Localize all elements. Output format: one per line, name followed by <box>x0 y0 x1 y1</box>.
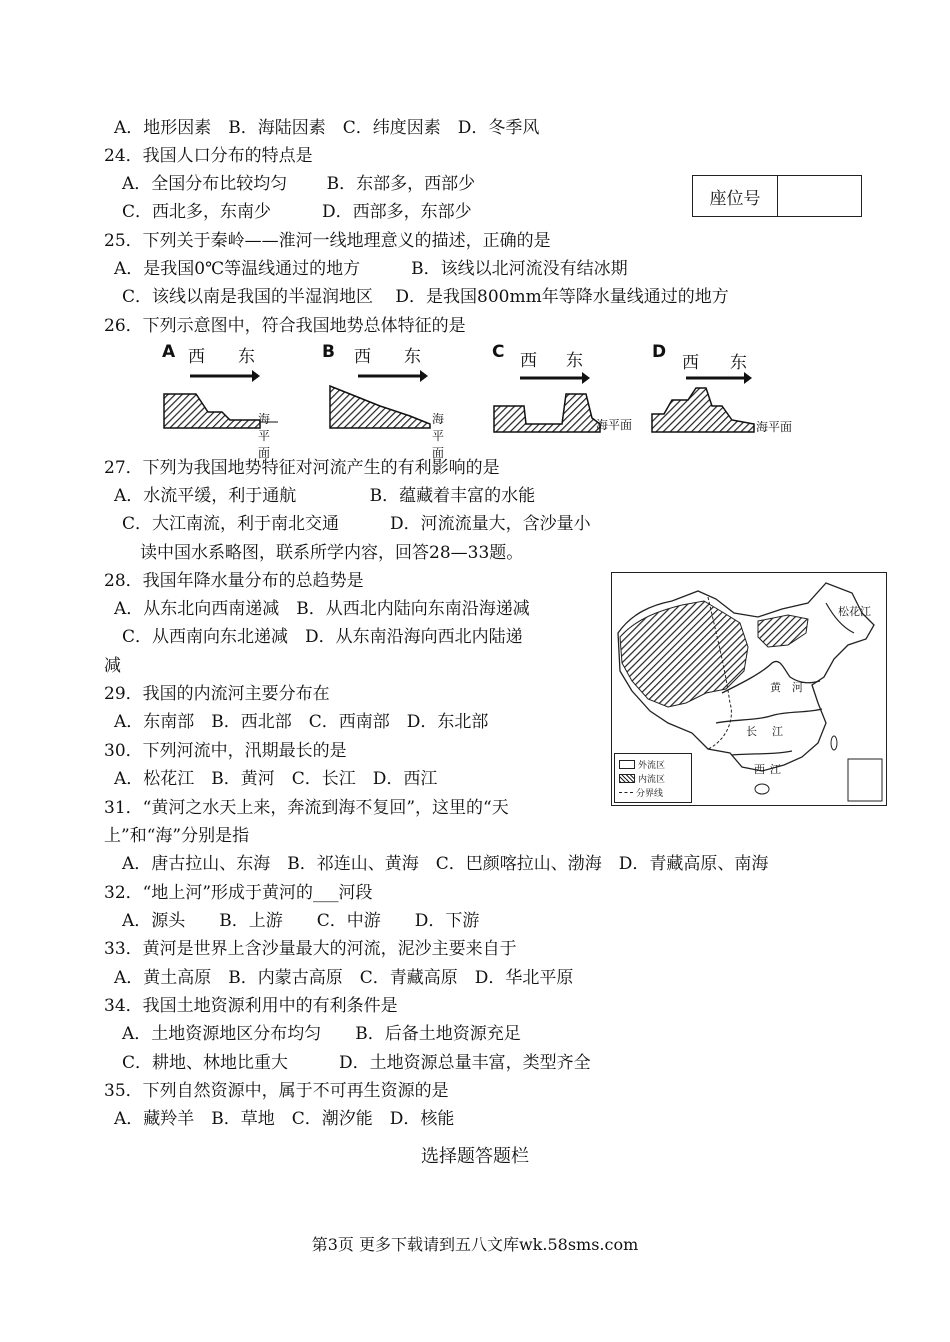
q28-options-cd: C．从西南向东北递减 D．从东南沿海向西北内陆递 <box>122 627 523 647</box>
label-yellow-river-1: 黄 <box>770 681 781 694</box>
label-xijiang-1: 西 <box>754 763 765 776</box>
east-label: 东 <box>404 347 421 367</box>
seat-number-label: 座位号 <box>693 176 778 216</box>
terrain-diagram-b <box>320 338 450 460</box>
label-yangtze-1: 长 <box>746 725 757 738</box>
legend-boundary: 分界线 <box>619 786 663 799</box>
q27-options-ab: A．水流平缓，利于通航 B．蕴藏着丰富的水能 <box>114 486 536 506</box>
q28-options-wrap: 减 <box>104 656 121 676</box>
q35-options: A．藏羚羊 B．草地 C．潮汐能 D．核能 <box>114 1109 455 1129</box>
west-label: 西 <box>682 353 699 373</box>
west-label: 西 <box>188 347 205 367</box>
map-instruction: 读中国水系略图，联系所学内容，回答28—33题。 <box>140 543 524 563</box>
legend-dash-line <box>619 792 633 793</box>
q26-stem: 26．下列示意图中，符合我国地势总体特征的是 <box>104 316 466 336</box>
sea-level-label: 海平面 <box>596 418 633 432</box>
q25-options-cd: C．该线以南是我国的半湿润地区 D．是我国800mm年等降水量线通过的地方 <box>122 287 729 307</box>
east-label: 东 <box>238 347 255 367</box>
answer-section-title: 选择题答题栏 <box>421 1146 529 1167</box>
q25-stem: 25．下列关于秦岭——淮河一线地理意义的描述，正确的是 <box>104 231 551 251</box>
q31-options: A．唐古拉山、东海 B．祁连山、黄海 C．巴颜喀拉山、渤海 D．青藏高原、南海 <box>122 854 769 874</box>
seat-number-box[interactable] <box>692 175 862 217</box>
sea-level-label: 海平面 <box>756 420 793 434</box>
q24-options-cd: C．西北多，东南少 D．西部多，东部少 <box>122 202 472 222</box>
q33-stem: 33．黄河是世界上含沙量最大的河流，泥沙主要来自于 <box>104 939 517 959</box>
terrain-diagram-d <box>650 338 810 438</box>
west-label: 西 <box>520 351 537 371</box>
east-label: 东 <box>566 351 583 371</box>
legend-endorheic: 内流区 <box>619 772 665 785</box>
q24-options-ab: A．全国分布比较均匀 B．东部多，西部少 <box>122 174 476 194</box>
terrain-diagram-a <box>160 338 280 460</box>
map-legend <box>614 753 692 803</box>
diagram-letter: B <box>322 342 335 362</box>
legend-swatch-hatched <box>619 774 635 783</box>
q24-stem: 24．我国人口分布的特点是 <box>104 146 313 166</box>
q28-stem: 28．我国年降水量分布的总趋势是 <box>104 571 364 591</box>
legend-swatch-plain <box>619 760 635 769</box>
terrain-profile <box>320 338 450 438</box>
diagram-letter: A <box>162 342 176 362</box>
q31-stem-wrap: 上”和“海”分别是指 <box>104 826 250 846</box>
china-water-system-map <box>611 572 887 806</box>
q34-options-ab: A．土地资源地区分布均匀 B．后备土地资源充足 <box>122 1024 521 1044</box>
label-yellow-river-2: 河 <box>792 681 803 694</box>
q32-stem: 32．“地上河”形成于黄河的___河段 <box>104 883 373 903</box>
q30-options: A．松花江 B．黄河 C．长江 D．西江 <box>114 769 438 789</box>
q29-stem: 29．我国的内流河主要分布在 <box>104 684 330 704</box>
q34-options-cd: C．耕地、林地比重大 D．土地资源总量丰富，类型齐全 <box>122 1053 591 1073</box>
q31-stem: 31．“黄河之水天上来，奔流到海不复回”，这里的“天 <box>104 798 509 818</box>
q35-stem: 35．下列自然资源中，属于不可再生资源的是 <box>104 1081 449 1101</box>
q23-options: A．地形因素 B．海陆因素 C．纬度因素 D．冬季风 <box>114 118 540 138</box>
q27-stem: 27．下列为我国地势特征对河流产生的有利影响的是 <box>104 458 500 478</box>
q28-options-ab: A．从东北向西南递减 B．从西北内陆向东南沿海递减 <box>114 599 530 619</box>
legend-exorheic: 外流区 <box>619 758 665 771</box>
page-footer: 第3页 更多下载请到五八文库wk.58sms.com <box>311 1235 639 1254</box>
diagram-letter: D <box>652 342 667 362</box>
east-label: 东 <box>730 353 747 373</box>
q25-options-ab: A．是我国0℃等温线通过的地方 B．该线以北河流没有结冰期 <box>114 259 628 279</box>
q32-options: A．源头 B．上游 C．中游 D．下游 <box>122 911 480 931</box>
q27-options-cd: C．大江南流，利于南北交通 D．河流流量大，含沙量小 <box>122 514 591 534</box>
q29-options: A．东南部 B．西北部 C．西南部 D．东北部 <box>114 712 489 732</box>
sea-level-label: 海平面 <box>432 412 445 460</box>
west-label: 西 <box>354 347 371 367</box>
q33-options: A．黄土高原 B．内蒙古高原 C．青藏高原 D．华北平原 <box>114 968 574 988</box>
label-xijiang-2: 江 <box>770 763 781 776</box>
label-songhua-river: 松花江 <box>838 605 871 618</box>
q34-stem: 34．我国土地资源利用中的有利条件是 <box>104 996 398 1016</box>
terrain-diagram-c <box>490 338 640 438</box>
sea-level-label: 海平面 <box>258 412 271 460</box>
label-yangtze-2: 江 <box>772 725 783 738</box>
diagram-letter: C <box>492 342 505 362</box>
q30-stem: 30．下列河流中，汛期最长的是 <box>104 741 347 761</box>
seat-number-field[interactable] <box>778 176 861 216</box>
